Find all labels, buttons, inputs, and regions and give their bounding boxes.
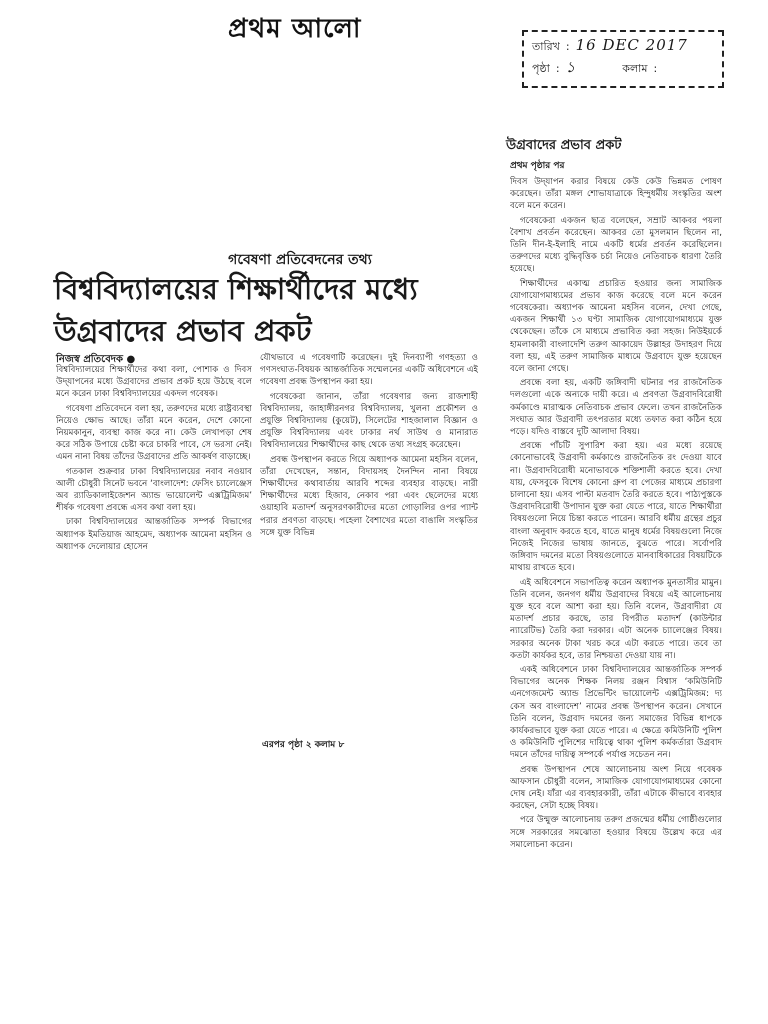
stamp-date-label: তারিখ bbox=[532, 40, 560, 53]
article-paragraph: বিশ্ববিদ্যালয়ের শিক্ষার্থীদের কথা বলা, পোশাক ও দিবস উদ্‌যাপনের মধ্যে উগ্রবাদের প্রভাব প্রকট হয়ে উঠছে বলে মনে করেন ঢাকা বিশ্ববিদ্যালয়ের একদল গবেষক। bbox=[56, 365, 252, 400]
clipping-stamp: তারিখ : 16 DEC 2017 পৃষ্ঠা : ১ কলাম : bbox=[522, 30, 724, 88]
article-headline: বিশ্ববিদ্যালয়ের শিক্ষার্থীদের মধ্যে উগ্রবাদের প্রভাব প্রকট bbox=[54, 272, 418, 349]
article-paragraph: এই অধিবেশনে সভাপতিত্ব করেন অধ্যাপক মুনতাসীর মামুন। তিনি বলেন, জনগণ ধর্মীয় উগ্রবাদের বিষয়ে এই আলোচনায় যুক্ত হবে বলে আশা করা হয়। তিনি বলেন, উগ্রবাদীরা যে মতাদর্শ প্রচার করছে, তার বিপরীত মতাদর্শ (কাউন্টার ন্যারেটিভ) তৈরি করা দরকার। এটা অনেক চ্যালেঞ্জের বিষয়। সরকার অনেক টাকা খরচ করে এটা করতে পারে। তবে তা কতটা কার্যকর হবে, তার নিশ্চয়তা দেওয়া যায় না। bbox=[510, 577, 722, 661]
article-paragraph: প্রবন্ধে পাঁচটি সুপারিশ করা হয়। এর মধ্যে রয়েছে কোনোভাবেই উগ্রবাদী কর্মকাণ্ডে রাজনৈতিক রং দেওয়া যাবে না। উগ্রবাদবিরোধী মনোভাবকে শক্তিশালী করতে হবে। দেখা যায়, ফেসবুকে বিশেষ কোনো গ্রুপ বা পেজের মাধ্যমে প্রচারণা চালানো হয়। এসব পাল্টা মতবাদ তৈরি করতে হবে। পাঠ্যপুস্তকে উগ্রবাদবিরোধী উপাদান যুক্ত করা যেতে পারে, যাতে শিক্ষার্থীরা বিষয়গুলো নিয়ে চিন্তা করতে পারেন। আরবি ধর্মীয় গ্রন্থের প্রচুর বাংলা অনুবাদ করতে হবে, যাতে মানুষ ধর্মের বিষয়গুলো নিজে নিজেই নিজের ভাষায় জানতে, বুঝতে পারে। সর্বোপরি জঙ্গিবাদ দমনের মতো বিষয়গুলোতে মানবাধিকারের বিষয়টিকে মাথায় রাখতে হবে। bbox=[510, 441, 722, 574]
continuation-note: এরপর পৃষ্ঠা ২ কলাম ৮ bbox=[262, 740, 345, 750]
stamp-page-label: পৃষ্ঠা bbox=[532, 61, 550, 75]
article-column-left bbox=[56, 364, 252, 744]
stamp-page-value: ১ bbox=[565, 57, 577, 76]
article-paragraph: প্রবন্ধ উপস্থাপন করতে গিয়ে অধ্যাপক আমেনা মহসিন বলেন, তাঁরা দেখেছেন, সন্তান, বিদায়সহ দৈনন্দিন নানা বিষয়ে শিক্ষার্থীদের কথাবার্তায় আরবি শব্দের ব্যবহার বাড়ছে। নারী শিক্ষার্থীদের মধ্যে হিজাব, নেকাব পরা এবং ছেলেদের মধ্যে ওয়াহাবি মতাদর্শ অনুসরণকারীদের মতো গোড়ালির ওপর প্যান্ট পরার প্রবণতা বাড়ছে। পহেলা বৈশাখের মতো বাঙালি সংস্কৃতির সঙ্গে যুক্ত বিভিন্ন bbox=[260, 454, 478, 538]
article-paragraph: প্রবন্ধ উপস্থাপন শেষে আলোচনায় অংশ নিয়ে গবেষক আফসান চৌধুরী বলেন, সামাজিক যোগাযোগমাধ্যমের কোনো দোষ নেই। যাঁরা এর ব্যবহারকারী, তাঁরা এটাকে কীভাবে ব্যবহার করছেন, সেটা হচ্ছে বিষয়। bbox=[510, 764, 722, 812]
article-paragraph: গতকাল শুক্রবার ঢাকা বিশ্ববিদ্যালয়ের নবাব নওয়াব আলী চৌধুরী সিনেট ভবনে ‘বাংলাদেশ: ফেসিং চ্যালেঞ্জেস অব র‍্যাডিকালাইজেশন অ্যান্ড ভায়োলেন্ট এক্সট্রিমিজম’ শীর্ষক গবেষণা প্রবন্ধে এসব কথা বলা হয়। bbox=[56, 466, 252, 514]
article-paragraph: প্রবন্ধে বলা হয়, একটি জঙ্গিবাদী ঘটনার পর রাজনৈতিক দলগুলো একে অন্যকে দায়ী করে। এ প্রবণতা উগ্রবাদবিরোধী কর্মকাণ্ডে মারাত্মক নেতিবাচক প্রভাব ফেলে। তখন রাজনৈতিক সংঘাত আর উগ্রবাদী তৎপরতার মধ্যে তফাত করা কঠিন হয়ে পড়ে। যদিও বাস্তবে দুটি আলাদা বিষয়। bbox=[510, 378, 722, 438]
article-paragraph: গবেষকেরা জানান, তাঁরা গবেষণার জন্য রাজশাহী বিশ্ববিদ্যালয়, জাহাঙ্গীরনগর বিশ্ববিদ্যালয়, খুলনা প্রকৌশল ও প্রযুক্তি বিশ্ববিদ্যালয় (কুয়েট), সিলেটের শাহজালাল বিজ্ঞান ও প্রযুক্তি বিশ্ববিদ্যালয় এবং ঢাকার নর্থ সাউথ ও মানারাত বিশ্ববিদ্যালয়ের শিক্ষার্থীদের কাছ থেকে তথ্য সংগ্রহ করেছেন। bbox=[260, 391, 478, 451]
article-paragraph: গবেষণা প্রতিবেদনে বলা হয়, তরুণদের মধ্যে রাষ্ট্রব্যবস্থা নিয়েও ক্ষোভ আছে। তাঁরা মনে করেন, দেশে কোনো নিয়মকানুন, ব্যবস্থা কাজ করে না। কেউ লেখাপড়া শেষ করে সঠিক উপায়ে চেষ্টা করে চাকরি পাবে, সে ভরসা নেই। এমন নানা বিষয় তাঁদের উগ্রবাদের প্রতি আকর্ষণ বাড়াচ্ছে। bbox=[56, 403, 252, 463]
article-paragraph: যৌথভাবে এ গবেষণাটি করেছেন। দুই দিনব্যাপী গণহত্যা ও গণসংঘাত-বিষয়ক আন্তর্জাতিক সম্মেলনের একটি অধিবেশনে এই গবেষণা প্রবন্ধ উপস্থাপন করা হয়। bbox=[260, 353, 478, 388]
article-paragraph: দিবস উদ্‌যাপন করার বিষয়ে কেউ কেউ ভিন্নমত পোষণ করেছেন। তাঁরা মঙ্গল শোভাযাত্রাকে হিন্দুধর্মীয় সংস্কৃতির অংশ বলে মনে করেন। bbox=[510, 177, 722, 212]
article-paragraph: পরে উন্মুক্ত আলোচনায় তরুণ প্রজন্মের ধর্মীয় গোষ্ঠীগুলোর সঙ্গে সরকারের সমঝোতা হওয়ার বিষয়ে উল্লেখ করে এর সমালোচনা করেন। bbox=[510, 815, 722, 850]
article-kicker: গবেষণা প্রতিবেদনের তথ্য bbox=[228, 252, 372, 268]
article-column-middle bbox=[260, 352, 478, 734]
article-paragraph: একই অধিবেশনে ঢাকা বিশ্ববিদ্যালয়ের আন্তর্জাতিক সম্পর্ক বিভাগের অনেক শিক্ষক নিলয় রঞ্জন বিশ্বাস ‘কমিউনিটি এনগেজমেন্ট অ্যান্ড প্রিভেন্টিং ভায়োলেন্ট এক্সট্রিমিজম: দ্য কেস অব বাংলাদেশ’ নামের প্রবন্ধ উপস্থাপন করেন। সেখানে তিনি বলেন, উগ্রবাদ দমনের জন্য সমাজের বিভিন্ন ধাপকে কার্যকরভাবে যুক্ত করা যেতে পারে। এ ক্ষেত্রে কমিউনিটি পুলিশ ও কমিউনিটি পুলিশের দায়িত্বে থাকা পুলিশ কর্মকর্তারা উগ্রবাদ দমনে তাঁদের দায়িত্ব সম্পর্কে পর্যাপ্ত সচেতন নন। bbox=[510, 664, 722, 761]
article-byline: নিজস্ব প্রতিবেদক ● bbox=[56, 354, 136, 365]
stamp-column-label: কলাম bbox=[622, 61, 648, 75]
continued-from-label: প্রথম পৃষ্ঠার পর bbox=[510, 161, 565, 171]
stamp-date-value: 16 DEC 2017 bbox=[575, 36, 688, 54]
article-paragraph: শিক্ষার্থীদের একাত্ম প্রচারিত হওয়ার জন্য সামাজিক যোগাযোগমাধ্যমের প্রভাব কাজ করেছে বলে মনে করেন গবেষকেরা। অধ্যাপক আমেনা মহসিন বলেন, দেখা গেছে, একজন শিক্ষার্থী ১৩ ঘণ্টা সামাজিক যোগাযোগমাধ্যমে যুক্ত থেকেছেন। তাঁকে সে মাধ্যমে প্রভাবিত করা সহজ। নিউইয়র্কে হামলাকারী বাংলাদেশি তরুণ আকায়েদ উল্লাহর উদাহরণ দিয়ে বলা হয়, এই তরুণ সামাজিক মাধ্যমে উগ্রবাদে যুক্ত হয়েছেন বলে জানা গেছে। bbox=[510, 278, 722, 375]
article-paragraph: গবেষকেরা একজন ছাত্র বলেছেন, সম্রাট আকবর পয়লা বৈশাখ প্রবর্তন করেছেন। আকবর তো মুসলমান ছিলেন না, তিনি দীন-ই-ইলাহি নামে একটি ধর্মের প্রবর্তন করেছিলেন। তরুণদের মধ্যে বুদ্ধিবৃত্তিক চর্চা নিয়েও নেতিবাচক ধারণা তৈরি হয়েছে। bbox=[510, 215, 722, 275]
article-paragraph: ঢাকা বিশ্ববিদ্যালয়ের আন্তর্জাতিক সম্পর্ক বিভাগের অধ্যাপক ইমতিয়াজ আহমেদ, অধ্যাপক আমেনা মহসিন ও অধ্যাপক দেলোয়ার হোসেন bbox=[56, 517, 252, 552]
continuation-column bbox=[510, 176, 722, 996]
continuation-headline: উগ্রবাদের প্রভাব প্রকট bbox=[506, 138, 622, 153]
newspaper-masthead: প্রথম আলো bbox=[228, 14, 362, 44]
